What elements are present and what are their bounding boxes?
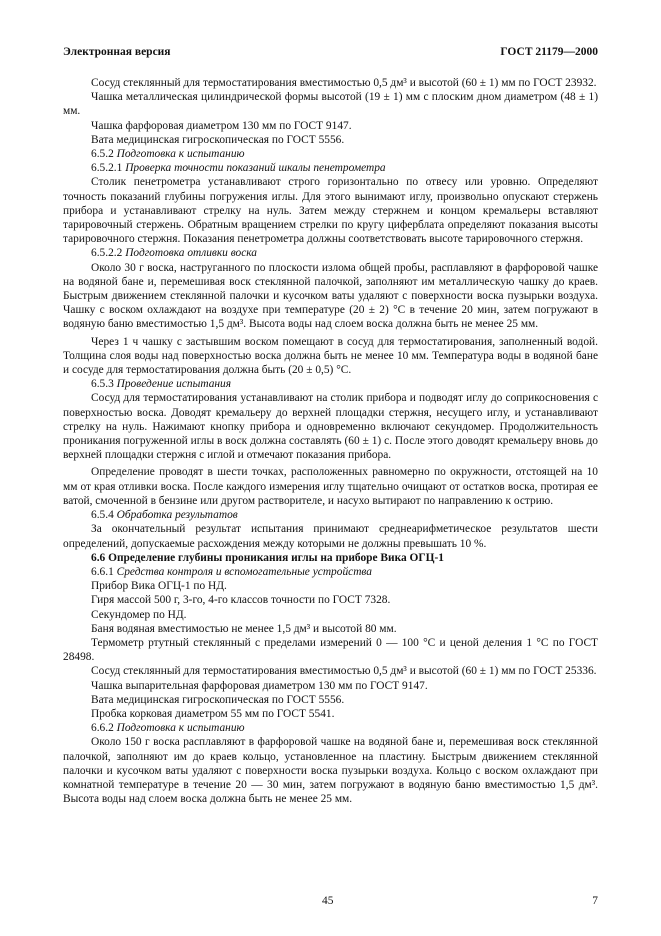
page-number-center: 45 — [322, 895, 334, 907]
body-paragraph: Столик пенетрометра устанавливают строго горизонтально по отвесу или уровню. Определяют точность показаний глубины погружения иглы. Для этого вынимают иглу, произвольно опускают стержень прибора и устанавливают стрелку на нуль. Затем между стержнем и концом кремальеры вставляют тарировочный стержень. Обратным вращением стрелки по кругу циферблата определяют показания высоты тарировочного стержня. Показания пенетрометра должны соответствовать высоте тарировочного стержня. — [63, 176, 598, 246]
section-number: 6.5.2.1 — [91, 162, 123, 175]
body-paragraph: Баня водяная вместимостью не менее 1,5 дм³ и высотой 80 мм. — [91, 622, 397, 635]
section-number: 6.6.2 — [91, 722, 114, 735]
section-heading-bold: 6.6 Определение глубины проникания иглы на приборе Вика ОГЦ-1 — [91, 551, 444, 564]
section-title: Подготовка к испытанию — [116, 148, 245, 161]
section-heading — [63, 161, 598, 175]
section-title: Подготовка к испытанию — [116, 722, 245, 735]
section-title: Средства контроля и вспомогательные устройства — [116, 565, 372, 578]
body-paragraph: Чашка фарфоровая диаметром 130 мм по ГОСТ 9147. — [91, 119, 352, 132]
section-number: 6.5.2.2 — [91, 247, 123, 260]
running-header-left: Электронная версия — [63, 46, 171, 58]
running-header-standard-code: ГОСТ 21179—2000 — [500, 46, 598, 58]
section-heading — [63, 246, 598, 260]
section-heading — [63, 565, 598, 579]
section-number: 6.5.2 — [91, 148, 114, 161]
section-heading — [63, 721, 598, 735]
section-title: Подготовка отливки воска — [125, 247, 257, 260]
section-heading — [63, 377, 598, 391]
body-paragraph: Чашка металлическая цилиндрической формы высотой (19 ± 1) мм с плоским дном диаметром (48 ± 1) мм. — [63, 91, 598, 118]
body-paragraph: За окончательный результат испытания принимают среднеарифметическое результатов шести определений, допускаемые расхождения между которыми не должны превышать 10 %. — [63, 523, 598, 550]
body-paragraph: Определение проводят в шести точках, расположенных равномерно по окружности, отстоящей на 10 мм от края отливки воска. После каждого измерения иглу тщательно очищают от остатков воска, протирая ее ватой, смоченной в бензине или другом растворителе, и насухо вытирают по направлению к острию. — [63, 466, 598, 507]
body-paragraph: Через 1 ч чашку с застывшим воском помещают в сосуд для термостатирования, заполненный водой. Толщина слоя воды над поверхностью воска должна быть не менее 10 мм. Температура воды в водяной бане и сосуде для термостатирования должна быть (20 ± 0,5) °С. — [63, 335, 598, 377]
section-heading — [63, 147, 598, 161]
body-paragraph: Термометр ртутный стеклянный с пределами измерений 0 — 100 °С и ценой деления 1 °С по ГОСТ 28498. — [63, 636, 598, 664]
body-paragraph: Гиря массой 500 г, 3-го, 4-го классов точности по ГОСТ 7328. — [91, 594, 391, 607]
body-paragraph: Сосуд стеклянный для термостатирования вместимостью 0,5 дм³ и высотой (60 ± 1) мм по ГОСТ 25336. — [91, 665, 597, 678]
body-paragraph: Секундомер по НД. — [91, 608, 187, 621]
body-paragraph: Чашка выпарительная фарфоровая диаметром 130 мм по ГОСТ 9147. — [91, 679, 428, 692]
section-number: 6.5.3 — [91, 378, 114, 391]
body-paragraph: Около 30 г воска, наструганного по плоскости излома общей пробы, расплавляют в фарфоровой чашке на водяной бане и, перемешивая воск стеклянной палочкой, заполняют им металлическую чашку до краев. Быстрым движением стеклянной палочки и кусочком ваты удаляют с поверхности воска пузырьки воздуха. Чашку с воском охлаждают на воздухе при температуре (20 ± 2) °С в течение 20 мин, затем погружают в водяную баню вместимостью 1,5 дм³. Высота воды над слоем воска должна быть не менее 25 мм. — [63, 261, 598, 331]
body-paragraph: Сосуд для термостатирования устанавливают на столик прибора и подводят иглу до соприкосновения с поверхностью воска. Доводят кремальеру до верхней площадки стержня, несущего иглу, и устанавливают стрелку на нуль. Нажимают кнопку прибора и одновременно включают секундомер. Продолжительность проникания погруженной иглы в воск должна составлять (60 ± 1) с. После этого доводят кремальеру вновь до верхней площадки стержня с иглой и отмечают показания прибора. — [63, 392, 598, 462]
page-number-right: 7 — [592, 895, 598, 907]
section-title: Обработка результатов — [116, 509, 238, 522]
body-paragraph: Прибор Вика ОГЦ-1 по НД. — [91, 580, 227, 593]
section-number: 6.5.4 — [91, 509, 114, 522]
document-body — [63, 76, 598, 806]
section-heading — [63, 508, 598, 522]
body-paragraph: Вата медицинская гигроскопическая по ГОСТ 5556. — [91, 693, 345, 706]
section-title: Проверка точности показаний шкалы пенетрометра — [125, 162, 386, 175]
body-paragraph: Пробка корковая диаметром 55 мм по ГОСТ 5541. — [91, 707, 335, 720]
body-paragraph: Вата медицинская гигроскопическая по ГОСТ 5556. — [91, 133, 345, 146]
section-title: Проведение испытания — [116, 378, 232, 391]
body-paragraph: Сосуд стеклянный для термостатирования вместимостью 0,5 дм³ и высотой (60 ± 1) мм по ГОСТ 23932. — [91, 77, 597, 89]
section-number: 6.6.1 — [91, 565, 114, 578]
body-paragraph: Около 150 г воска расплавляют в фарфоровой чашке на водяной бане и, перемешивая воск стеклянной палочкой, заполняют им до краев кольцо, установленное на пластину. Быстрым движением стеклянной палочки и кусочком ваты удаляют с поверхности воска пузырьки воздуха. Кольцо с воском охлаждают при комнатной температуре в течение 20 — 30 мин, затем погружают в водяную баню вместимостью 1,5 дм³. Высота воды над слоем воска должна быть не менее 25 мм. — [63, 736, 598, 806]
